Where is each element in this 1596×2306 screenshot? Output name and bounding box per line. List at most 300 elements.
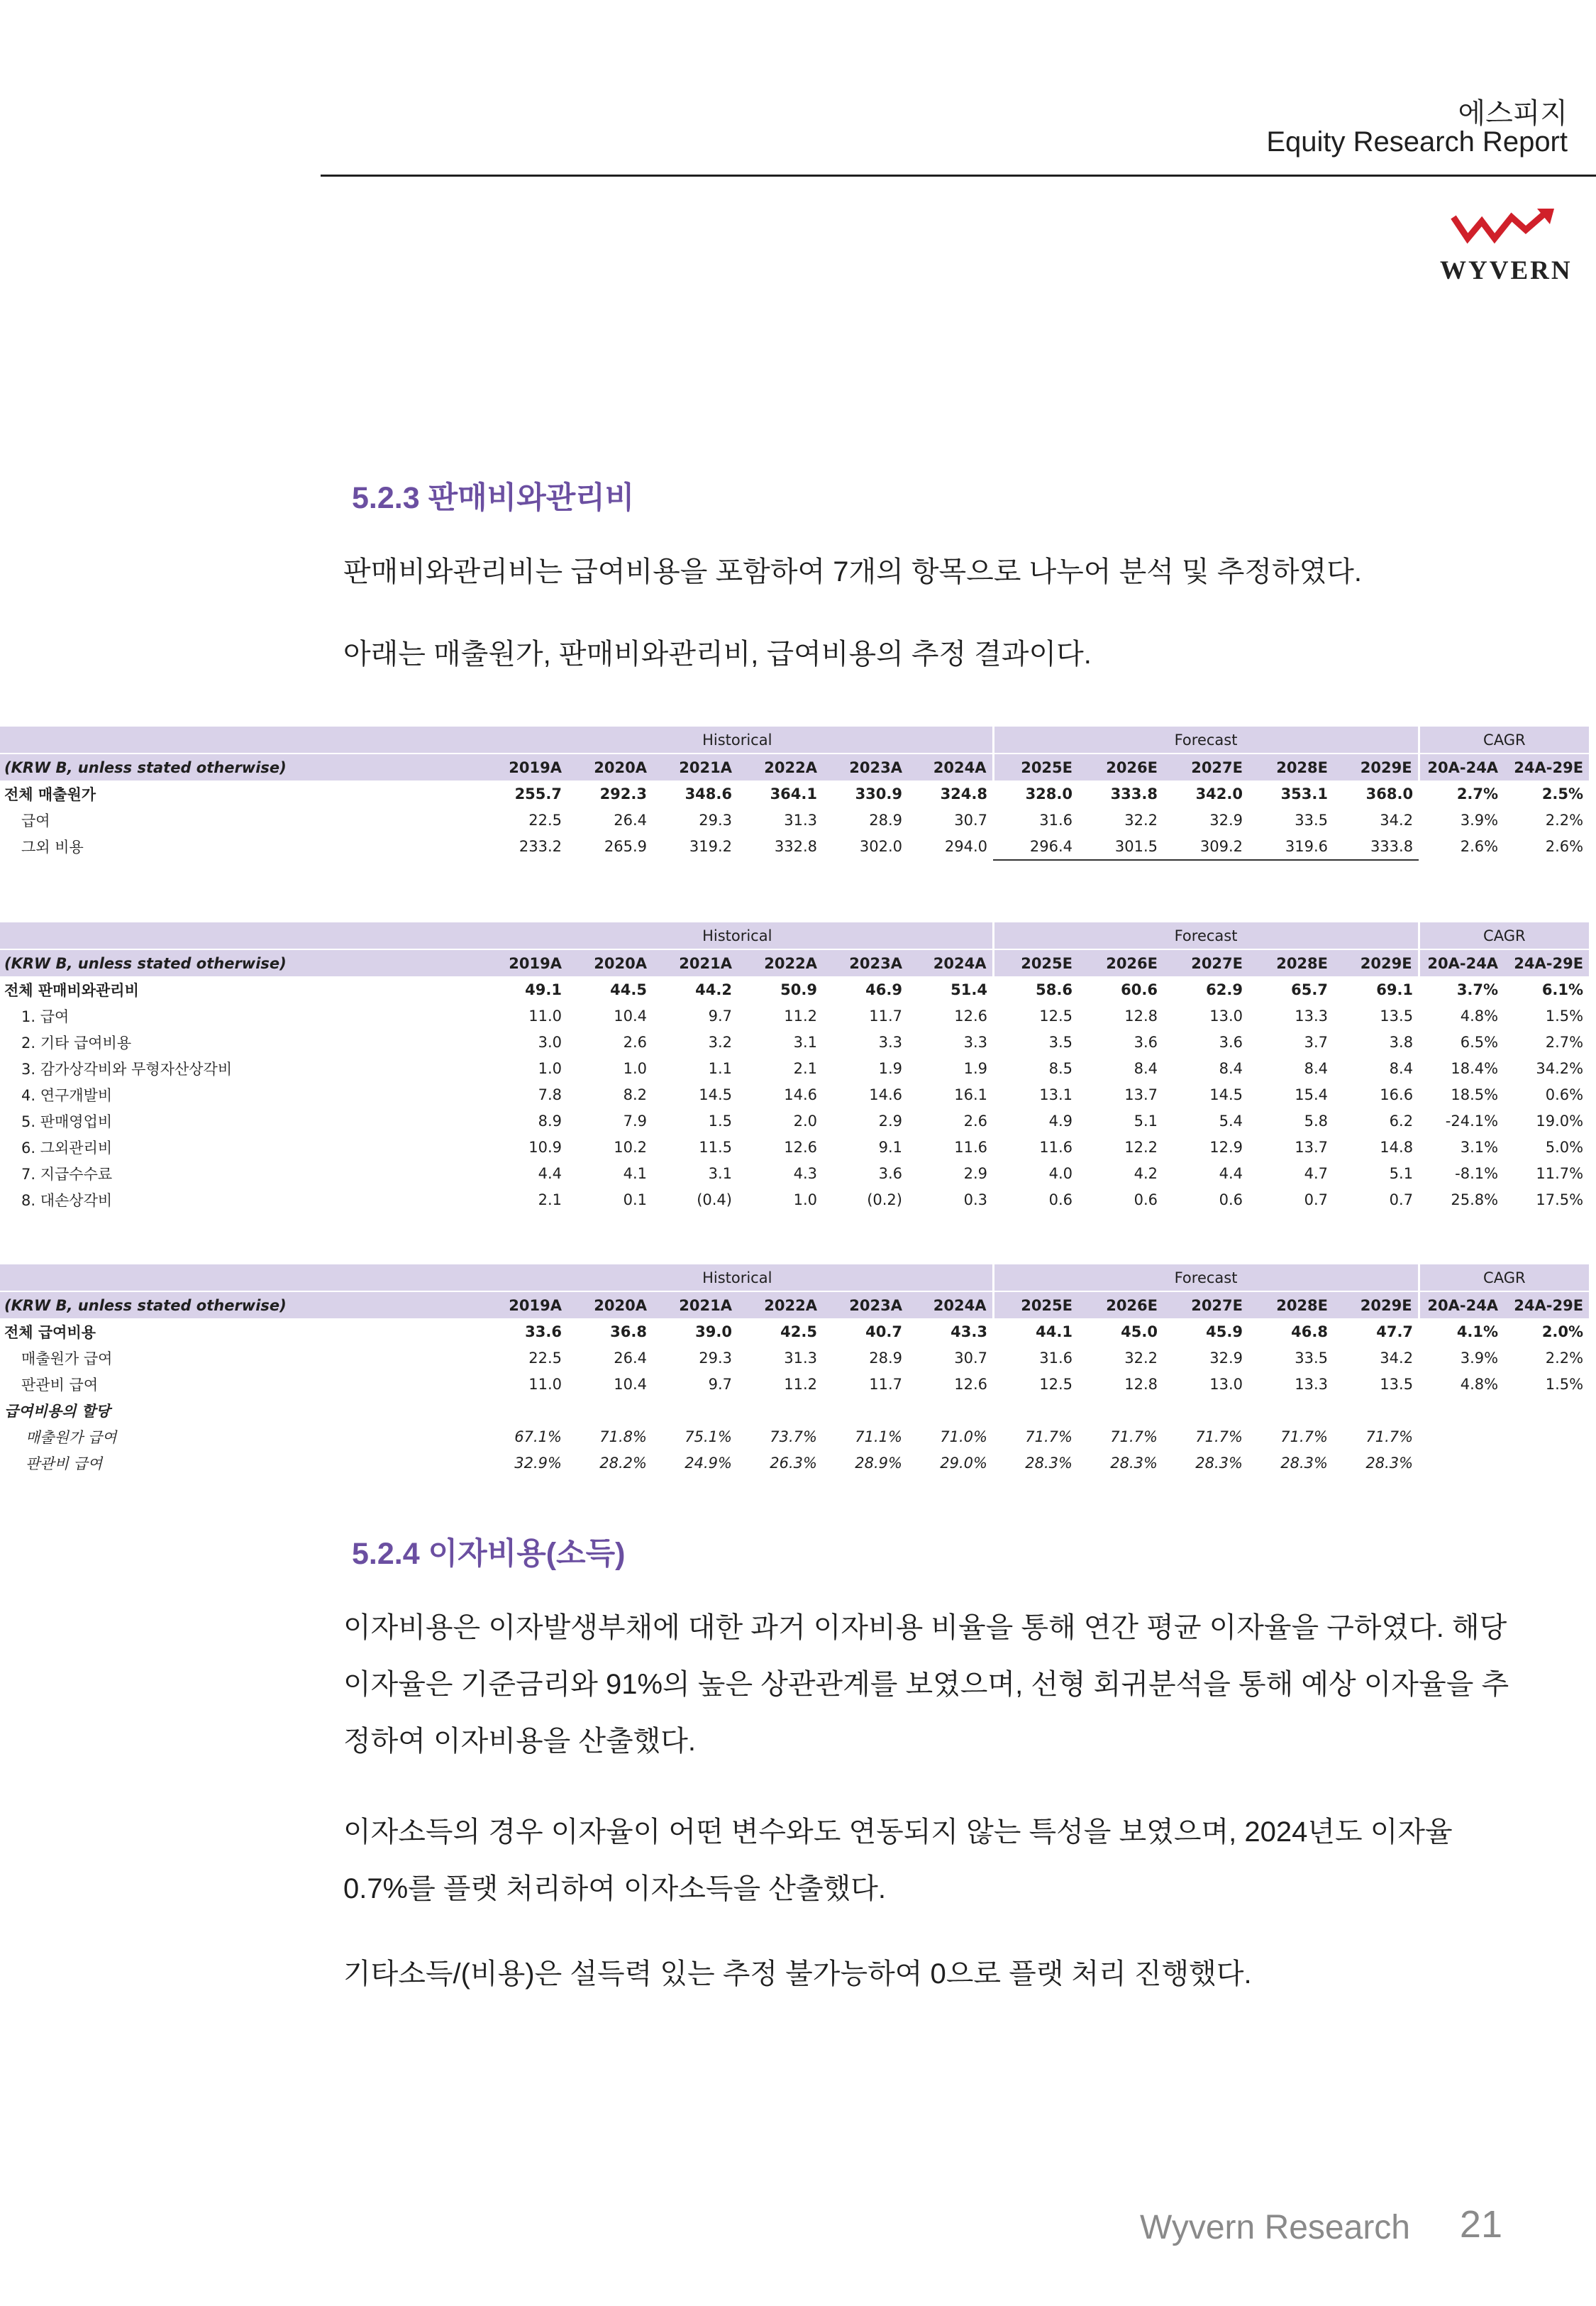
table-cell: 0.6 [1048, 1191, 1073, 1208]
header-company: 에스피지 [1458, 98, 1568, 129]
table-cell: 0.7 [1304, 1191, 1328, 1208]
table-cell: 16.1 [954, 1086, 987, 1103]
table-cell: 3.1% [1460, 1138, 1499, 1156]
year-header: 2029E [1334, 949, 1419, 976]
table-cell: 4.2 [1134, 1164, 1158, 1182]
table-cell: 33.5 [1295, 811, 1328, 829]
section-title: 5.2.4 이자비용(소득) [352, 1537, 626, 1571]
year-header: 2028E [1248, 754, 1334, 780]
table-cell: 29.3 [699, 1349, 732, 1367]
table-cell: 32.9 [1209, 811, 1243, 829]
table-cell: 309.2 [1163, 833, 1248, 860]
table-cell: 30.7 [954, 811, 987, 829]
table-cell: 71.7% [1280, 1428, 1328, 1445]
table-cell: 31.6 [1039, 1349, 1073, 1367]
table-cell: 5.8 [1304, 1112, 1328, 1130]
table-cell: -8.1% [1455, 1164, 1499, 1182]
table-cell: 1.9 [878, 1059, 902, 1077]
table-cell: 12.6 [954, 1375, 987, 1393]
table-cell: 31.3 [784, 1349, 817, 1367]
historical-header: Historical [482, 922, 993, 949]
table-cell: 14.8 [1380, 1138, 1414, 1156]
table-cell: 32.2 [1124, 811, 1158, 829]
table-cell [567, 1397, 653, 1423]
year-header: 2027E [1163, 754, 1248, 780]
table-cell: 2.6% [1460, 838, 1499, 855]
section-title: 5.2.3 판매비와관리비 [352, 481, 635, 515]
empty-cell [0, 727, 482, 754]
table-cell: 71.8% [599, 1428, 647, 1445]
forecast-header: Forecast [993, 727, 1419, 754]
table-cell [482, 1397, 567, 1423]
table-cell: 13.7 [1124, 1086, 1158, 1103]
table-cell: 11.6 [1039, 1138, 1073, 1156]
table-cell: 10.2 [614, 1138, 647, 1156]
table-cell: 26.4 [614, 811, 647, 829]
row-label: 4. 연구개발비 [21, 1086, 113, 1104]
table-cell: 17.5% [1536, 1191, 1584, 1208]
table-cell: 368.0 [1365, 785, 1414, 802]
table-cell: 5.4 [1219, 1112, 1243, 1130]
sga-table [0, 922, 1589, 1213]
row-label: 급여비용의 할당 [4, 1402, 111, 1420]
table-cell: 12.8 [1124, 1007, 1158, 1025]
table-row [0, 1186, 1589, 1213]
year-header: 2025E [993, 754, 1078, 780]
table-cell: 62.9 [1206, 981, 1243, 998]
table-cell: (0.2) [867, 1191, 902, 1208]
table-cell: 4.0 [1048, 1164, 1073, 1182]
table-cell: 2.6% [1545, 838, 1584, 855]
table-cell [1248, 1397, 1334, 1423]
year-header: 2021A [653, 949, 738, 976]
table-cell: 71.1% [855, 1428, 902, 1445]
table-cell: 9.1 [878, 1138, 902, 1156]
table-cell [1504, 1423, 1589, 1450]
table-cell: 364.1 [770, 785, 817, 802]
table-row [0, 1055, 1589, 1081]
year-header: 2023A [823, 754, 908, 780]
table-cell: 6.2 [1389, 1112, 1414, 1130]
table-cell [1504, 1450, 1589, 1476]
table-cell: 11.7% [1536, 1164, 1584, 1182]
table-cell: 28.9 [869, 811, 902, 829]
table-cell: 12.5 [1039, 1375, 1073, 1393]
table-cell: 333.8 [1110, 785, 1158, 802]
table-cell: 8.4 [1389, 1059, 1414, 1077]
group-header-row [0, 1264, 1589, 1291]
table-cell: 14.5 [699, 1086, 732, 1103]
table-cell: 11.2 [784, 1007, 817, 1025]
unit-label: (KRW B, unless stated otherwise) [0, 949, 482, 976]
column-header-row [0, 949, 1589, 976]
historical-header: Historical [482, 1264, 993, 1291]
table-cell: 8.4 [1304, 1059, 1328, 1077]
year-header: 2022A [738, 949, 823, 976]
table-cell [738, 1397, 823, 1423]
table-cell: 4.3 [793, 1164, 817, 1182]
payroll-table [0, 1264, 1589, 1476]
table-cell: 28.3% [1110, 1454, 1158, 1472]
table-cell: 2.9 [878, 1112, 902, 1130]
year-header: 2019A [482, 1291, 567, 1318]
year-header: 2021A [653, 1291, 738, 1318]
table-cell: 60.6 [1121, 981, 1158, 998]
table-cell: 3.3 [878, 1033, 902, 1051]
table-cell: 2.6 [623, 1033, 647, 1051]
table-cell: 2.6 [963, 1112, 987, 1130]
table-cell: 3.1 [793, 1033, 817, 1051]
table-cell: 71.0% [940, 1428, 987, 1445]
table-cell: 71.7% [1195, 1428, 1243, 1445]
table-cell: 3.5 [1048, 1033, 1073, 1051]
year-header: 20A-24A [1419, 754, 1504, 780]
table-cell: 5.0% [1545, 1138, 1584, 1156]
table-cell: 28.2% [599, 1454, 647, 1472]
table-cell: 32.9 [1209, 1349, 1243, 1367]
paragraph: 아래는 매출원가, 판매비와관리비, 급여비용의 추정 결과이다. [343, 639, 1092, 670]
table-cell: 348.6 [685, 785, 732, 802]
table-cell: 22.5 [528, 811, 562, 829]
table-cell: 65.7 [1291, 981, 1328, 998]
paragraph: 이자비용은 이자발생부채에 대한 과거 이자비용 비율을 통해 연간 평균 이자율을 구하였다. 해당 이자율은 기준금리와 91%의 높은 상관관계를 보였으며, 선형 회귀분석을 통해 예상 이자율을 추정하여 이자비용을 산출했다. [343, 1612, 1509, 1757]
table-cell: 12.6 [784, 1138, 817, 1156]
row-label: 7. 지급수수료 [21, 1165, 113, 1183]
table-cell: 13.3 [1295, 1007, 1328, 1025]
table-cell: 11.7 [869, 1007, 902, 1025]
paragraph: 이자소득의 경우 이자율이 어떤 변수와도 연동되지 않는 특성을 보였으며, 2024년도 이자율 0.7%를 플랫 처리하여 이자소득을 산출했다. [343, 1816, 1453, 1904]
table-cell: 51.4 [951, 981, 987, 998]
table-cell: 0.3 [963, 1191, 987, 1208]
table-cell: 2.0 [793, 1112, 817, 1130]
table-cell: 15.4 [1295, 1086, 1328, 1103]
group-header-row [0, 727, 1589, 754]
table-cell: 36.8 [610, 1323, 647, 1340]
table-cell: 3.9% [1460, 1349, 1499, 1367]
table-cell: 294.0 [944, 838, 987, 855]
table-cell: 2.5% [1541, 785, 1584, 802]
year-header: 2023A [823, 1291, 908, 1318]
table-row [0, 1423, 1589, 1450]
table-cell: 5.1 [1389, 1164, 1414, 1182]
paragraph: 판매비와관리비는 급여비용을 포함하여 7개의 항목으로 나누어 분석 및 추정하였다. [343, 556, 1363, 587]
unit-label: (KRW B, unless stated otherwise) [0, 754, 482, 780]
table-cell: 12.5 [1039, 1007, 1073, 1025]
table-row [0, 1345, 1589, 1371]
row-label: 매출원가 급여 [21, 1350, 113, 1367]
table-cell: 301.5 [1078, 833, 1163, 860]
table-cell: 75.1% [685, 1428, 732, 1445]
table-cell: 34.2 [1380, 811, 1414, 829]
year-header: 2029E [1334, 754, 1419, 780]
year-header: 2020A [567, 1291, 653, 1318]
column-header-row [0, 1291, 1589, 1318]
table-cell: 2.2% [1545, 811, 1584, 829]
table-cell: 3.6 [878, 1164, 902, 1182]
table-cell: 13.0 [1209, 1375, 1243, 1393]
logo-text: WYVERN [1440, 256, 1573, 285]
table-cell: 14.5 [1209, 1086, 1243, 1103]
table-cell: 2.1 [538, 1191, 562, 1208]
table-cell: 328.0 [1025, 785, 1073, 802]
table-cell: 49.1 [525, 981, 562, 998]
table-cell: 1.1 [708, 1059, 732, 1077]
table-cell: 9.7 [708, 1007, 732, 1025]
year-header: 2026E [1078, 949, 1163, 976]
unit-label: (KRW B, unless stated otherwise) [0, 1291, 482, 1318]
table-cell: 1.5 [708, 1112, 732, 1130]
table-cell: 16.6 [1380, 1086, 1414, 1103]
table-cell: 4.8% [1460, 1007, 1499, 1025]
table-cell [1504, 1397, 1589, 1423]
table-cell: 0.1 [623, 1191, 647, 1208]
table-cell: 1.5% [1545, 1007, 1584, 1025]
year-header: 2022A [738, 1291, 823, 1318]
table-cell: 3.8 [1389, 1033, 1414, 1051]
table-cell: 22.5 [528, 1349, 562, 1367]
table-cell: 34.2% [1536, 1059, 1584, 1077]
table-cell [908, 1397, 993, 1423]
table-cell: 58.6 [1036, 981, 1073, 998]
table-cell: 25.8% [1451, 1191, 1499, 1208]
table-cell: 3.7% [1456, 981, 1499, 998]
table-cell: 12.9 [1209, 1138, 1243, 1156]
table-cell: 3.9% [1460, 811, 1499, 829]
table-cell: 30.7 [954, 1349, 987, 1367]
year-header: 2029E [1334, 1291, 1419, 1318]
table-cell: 8.9 [538, 1112, 562, 1130]
table-cell: 32.2 [1124, 1349, 1158, 1367]
table-cell: 10.4 [614, 1007, 647, 1025]
year-header: 2024A [908, 949, 993, 976]
table-cell: 3.7 [1304, 1033, 1328, 1051]
column-header-row [0, 754, 1589, 780]
table-row [0, 1160, 1589, 1186]
table-cell: 0.6 [1219, 1191, 1243, 1208]
table-cell: 32.9% [514, 1454, 562, 1472]
table-cell: 1.5% [1545, 1375, 1584, 1393]
table-cell: 2.1 [793, 1059, 817, 1077]
empty-cell [0, 922, 482, 949]
table-row [0, 1108, 1589, 1134]
year-header: 2027E [1163, 949, 1248, 976]
table-cell: 302.0 [859, 838, 902, 855]
table-cell: 33.5 [1295, 1349, 1328, 1367]
table-cell: 330.9 [855, 785, 902, 802]
table-cell: 67.1% [514, 1428, 562, 1445]
table-cell: 12.8 [1124, 1375, 1158, 1393]
table-cell: 11.5 [699, 1138, 732, 1156]
year-header: 2020A [567, 949, 653, 976]
row-label: 매출원가 급여 [26, 1428, 117, 1446]
table-row [0, 1450, 1589, 1476]
table-cell: 332.8 [774, 838, 817, 855]
table-cell: 1.0 [793, 1191, 817, 1208]
table-cell: 319.6 [1248, 833, 1334, 860]
empty-cell [0, 1264, 482, 1291]
table-cell: 29.0% [940, 1454, 987, 1472]
table-cell: 4.9 [1048, 1112, 1073, 1130]
year-header: 2021A [653, 754, 738, 780]
table-cell: 8.4 [1134, 1059, 1158, 1077]
table-cell: 319.2 [689, 838, 732, 855]
table-row [0, 1029, 1589, 1055]
table-cell: 31.6 [1039, 811, 1073, 829]
row-label: 5. 판매영업비 [21, 1113, 113, 1130]
table-cell: 44.2 [695, 981, 732, 998]
table-cell: 11.7 [869, 1375, 902, 1393]
table-cell: 19.0% [1536, 1112, 1584, 1130]
table-cell: 50.9 [780, 981, 817, 998]
header-rule [321, 175, 1596, 177]
table-cell: 14.6 [784, 1086, 817, 1103]
table-cell: 0.6% [1545, 1086, 1584, 1103]
historical-header: Historical [482, 727, 993, 754]
year-header: 2027E [1163, 1291, 1248, 1318]
table-cell: 4.1 [623, 1164, 647, 1182]
table-cell: 7.8 [538, 1086, 562, 1103]
table-cell: 3.1 [708, 1164, 732, 1182]
table-cell: 44.1 [1036, 1323, 1073, 1340]
table-cell: 4.1% [1456, 1323, 1499, 1340]
table-cell: 1.0 [623, 1059, 647, 1077]
table-cell: 12.2 [1124, 1138, 1158, 1156]
table-cell: 46.8 [1291, 1323, 1328, 1340]
wyvern-logo-icon [1451, 207, 1557, 253]
table-cell: 8.4 [1219, 1059, 1243, 1077]
table-cell: 4.8% [1460, 1375, 1499, 1393]
table-row [0, 1003, 1589, 1029]
table-cell: 3.6 [1219, 1033, 1243, 1051]
table-cell: 34.2 [1380, 1349, 1414, 1367]
table-cell [993, 1397, 1078, 1423]
table-cell: 71.7% [1110, 1428, 1158, 1445]
table-cell: 6.5% [1460, 1033, 1499, 1051]
table-cell: 33.6 [525, 1323, 562, 1340]
table-cell: 71.7% [1025, 1428, 1073, 1445]
wyvern-logo [1440, 207, 1573, 299]
table-row [0, 1397, 1589, 1423]
year-header: 2019A [482, 754, 567, 780]
table-cell: 2.7% [1456, 785, 1499, 802]
table-cell: 8.2 [623, 1086, 647, 1103]
row-label: 6. 그외관리비 [21, 1139, 113, 1157]
row-label: 전체 판매비와관리비 [4, 981, 139, 999]
table-cell [1419, 1397, 1504, 1423]
table-cell: 18.5% [1451, 1086, 1499, 1103]
table-row [0, 1371, 1589, 1397]
table-cell: 2.2% [1545, 1349, 1584, 1367]
table-cell: 265.9 [604, 838, 647, 855]
table-cell: 45.9 [1206, 1323, 1243, 1340]
table-cell: 292.3 [599, 785, 647, 802]
table-cell: 0.7 [1389, 1191, 1414, 1208]
table-cell [1078, 1397, 1163, 1423]
table-cell: 14.6 [869, 1086, 902, 1103]
year-header: 2023A [823, 949, 908, 976]
table-cell: 73.7% [770, 1428, 817, 1445]
table-cell: (0.4) [697, 1191, 732, 1208]
cagr-header: CAGR [1419, 922, 1589, 949]
row-label: 판관비 급여 [26, 1455, 103, 1472]
year-header: 2024A [908, 754, 993, 780]
table-row [0, 1081, 1589, 1108]
year-header: 2028E [1248, 1291, 1334, 1318]
table-cell: 324.8 [940, 785, 987, 802]
year-header: 2024A [908, 1291, 993, 1318]
year-header: 24A-29E [1504, 949, 1589, 976]
table-cell: 11.0 [528, 1375, 562, 1393]
table-cell: 11.0 [528, 1007, 562, 1025]
table-cell [1163, 1397, 1248, 1423]
table-cell: 333.8 [1334, 833, 1419, 860]
table-cell: 13.3 [1295, 1375, 1328, 1393]
row-label: 1. 급여 [21, 1008, 70, 1025]
table-cell: 255.7 [514, 785, 562, 802]
year-header: 20A-24A [1419, 1291, 1504, 1318]
table-row [0, 807, 1589, 833]
table-cell: 2.9 [963, 1164, 987, 1182]
table-cell: 11.2 [784, 1375, 817, 1393]
table-cell: 1.0 [538, 1059, 562, 1077]
row-label: 전체 매출원가 [4, 785, 96, 803]
table-cell: 28.3% [1195, 1454, 1243, 1472]
table-cell: 28.3% [1365, 1454, 1414, 1472]
table-cell: 42.5 [780, 1323, 817, 1340]
cogs-table [0, 727, 1589, 861]
cagr-header: CAGR [1419, 1264, 1589, 1291]
table-cell: 3.2 [708, 1033, 732, 1051]
year-header: 24A-29E [1504, 1291, 1589, 1318]
table-cell [1334, 1397, 1419, 1423]
table-cell [1419, 1423, 1504, 1450]
table-cell: 11.6 [954, 1138, 987, 1156]
table-cell: 353.1 [1280, 785, 1328, 802]
forecast-header: Forecast [993, 1264, 1419, 1291]
cagr-header: CAGR [1419, 727, 1589, 754]
table-cell: 3.0 [538, 1033, 562, 1051]
table-cell: 24.9% [685, 1454, 732, 1472]
table-cell: 3.3 [963, 1033, 987, 1051]
year-header: 2020A [567, 754, 653, 780]
table-cell: 31.3 [784, 811, 817, 829]
group-header-row [0, 922, 1589, 949]
table-cell: 8.5 [1048, 1059, 1073, 1077]
table-cell: 4.7 [1304, 1164, 1328, 1182]
row-label: 8. 대손상각비 [21, 1191, 113, 1209]
table-cell: -24.1% [1445, 1112, 1499, 1130]
table-cell: 28.3% [1280, 1454, 1328, 1472]
row-label: 그외 비용 [21, 839, 84, 856]
table-cell: 7.9 [623, 1112, 647, 1130]
table-row [0, 1134, 1589, 1160]
table-cell: 342.0 [1195, 785, 1243, 802]
table-cell [823, 1397, 908, 1423]
table-cell: 28.9 [869, 1349, 902, 1367]
table-cell: 2.0% [1541, 1323, 1584, 1340]
table-cell: 4.4 [1219, 1164, 1243, 1182]
table-cell: 39.0 [695, 1323, 732, 1340]
table-cell: 10.9 [528, 1138, 562, 1156]
row-label: 전체 급여비용 [4, 1323, 96, 1341]
table-cell: 13.7 [1295, 1138, 1328, 1156]
table-cell: 45.0 [1121, 1323, 1158, 1340]
table-row [0, 833, 1589, 860]
table-cell: 29.3 [699, 811, 732, 829]
row-label: 판관비 급여 [21, 1376, 99, 1394]
table-cell: 44.5 [610, 981, 647, 998]
table-cell: 4.4 [538, 1164, 562, 1182]
